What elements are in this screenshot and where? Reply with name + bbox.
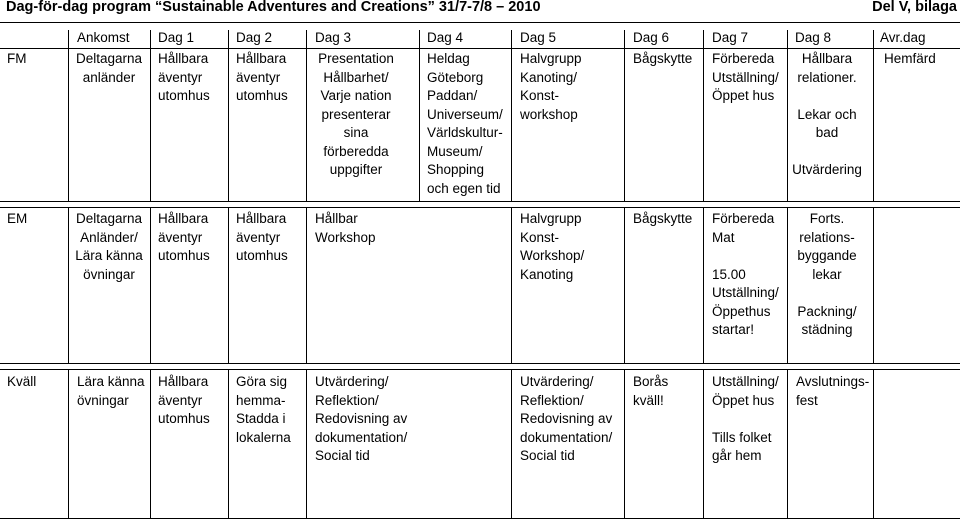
fm-avrdag: Hemfärd xyxy=(884,51,936,66)
col-divider xyxy=(703,369,704,518)
col-divider xyxy=(419,30,420,48)
col-divider xyxy=(787,30,788,48)
row-label-kvall: Kväll xyxy=(7,374,37,389)
header-dag7: Dag 7 xyxy=(712,30,749,45)
kvall-ankomst: Lära känna övningar xyxy=(77,374,145,408)
fm-dag1: Hållbara äventyr utomhus xyxy=(158,51,210,103)
appendix-label: Del V, bilaga xyxy=(872,0,957,15)
em-ankomst: Deltagarna Anländer/ Lära känna övningar xyxy=(75,211,143,282)
col-divider xyxy=(68,30,69,48)
row-label-fm: FM xyxy=(7,51,27,66)
col-divider xyxy=(624,30,625,48)
rule-kvall-top xyxy=(0,369,960,370)
col-divider xyxy=(150,207,151,363)
col-divider xyxy=(703,30,704,48)
header-dag6: Dag 6 xyxy=(633,30,670,45)
fm-dag7: Förbereda Utställning/ Öppet hus xyxy=(712,51,779,103)
header-avrdag: Avr.dag xyxy=(880,30,926,45)
col-divider xyxy=(873,30,874,48)
col-divider xyxy=(419,48,420,201)
fm-dag4: Heldag Göteborg Paddan/ Universeum/ Världskultur- Museum/ Shopping och egen tid xyxy=(427,51,503,196)
em-dag5: Halvgrupp Konst- Workshop/ Kanoting xyxy=(520,211,585,282)
col-divider xyxy=(624,48,625,201)
header-ankomst: Ankomst xyxy=(77,30,130,45)
em-dag7: Förbereda Mat 15.00 Utställning/ Öppethus startar! xyxy=(712,211,779,337)
fm-dag6: Bågskytte xyxy=(633,51,693,66)
em-dag3-4: Hållbar Workshop xyxy=(315,211,376,245)
title-bar xyxy=(0,0,960,23)
kvall-dag5: Utvärdering/ Reflektion/ Redovisning av dokumentation/ Social tid xyxy=(520,374,613,463)
kvall-dag3-4: Utvärdering/ Reflektion/ Redovisning av dokumentation/ Social tid xyxy=(315,374,408,463)
fm-dag3: Presentation Hållbarhet/ Varje nation presenterar sina förberedda uppgifter xyxy=(318,51,394,177)
kvall-dag8: Avslutnings- fest xyxy=(796,374,870,408)
em-dag1: Hållbara äventyr utomhus xyxy=(158,211,210,263)
kvall-dag6: Borås kväll! xyxy=(633,374,669,408)
col-divider xyxy=(787,369,788,518)
col-divider xyxy=(624,369,625,518)
col-divider xyxy=(228,207,229,363)
col-divider xyxy=(306,369,307,518)
col-divider xyxy=(150,30,151,48)
rule-em-top xyxy=(0,207,960,208)
row-label-em: EM xyxy=(7,211,28,226)
col-divider xyxy=(511,207,512,363)
col-divider xyxy=(873,207,874,363)
rule-fm-bottom xyxy=(0,201,960,202)
col-divider xyxy=(150,48,151,201)
kvall-dag2: Göra sig hemma- Stadda i lokalerna xyxy=(236,374,291,445)
col-divider xyxy=(68,369,69,518)
rule-em-bottom xyxy=(0,363,960,364)
col-divider xyxy=(150,369,151,518)
fm-dag5: Halvgrupp Kanoting/ Konst- workshop xyxy=(520,51,582,122)
fm-dag2: Hållbara äventyr utomhus xyxy=(236,51,288,103)
em-dag8: Forts. relations- byggande lekar Packning/ städning xyxy=(797,211,857,337)
col-divider xyxy=(228,30,229,48)
header-dag2: Dag 2 xyxy=(236,30,273,45)
rule-header xyxy=(0,48,960,49)
header-dag4: Dag 4 xyxy=(427,30,464,45)
col-divider xyxy=(511,30,512,48)
header-dag3: Dag 3 xyxy=(315,30,352,45)
col-divider xyxy=(873,369,874,518)
col-divider xyxy=(624,207,625,363)
col-divider xyxy=(306,207,307,363)
document-title: Dag-för-dag program “Sustainable Adventures and Creations” 31/7-7/8 – 2010 xyxy=(6,0,541,15)
col-divider xyxy=(511,48,512,201)
col-divider xyxy=(873,48,874,201)
header-dag5: Dag 5 xyxy=(520,30,557,45)
col-divider xyxy=(228,369,229,518)
header-dag8: Dag 8 xyxy=(795,30,832,45)
em-dag6: Bågskytte xyxy=(633,211,693,226)
col-divider xyxy=(703,48,704,201)
col-divider xyxy=(703,207,704,363)
fm-dag8: Hållbara relationer. Lekar och bad Utvärdering xyxy=(792,51,862,177)
header-dag1: Dag 1 xyxy=(158,30,195,45)
kvall-dag7: Utställning/ Öppet hus Tills folket går hem xyxy=(712,374,779,463)
em-dag2: Hållbara äventyr utomhus xyxy=(236,211,288,263)
kvall-dag1: Hållbara äventyr utomhus xyxy=(158,374,210,426)
col-divider xyxy=(511,369,512,518)
col-divider xyxy=(306,30,307,48)
fm-ankomst: Deltagarna anländer xyxy=(75,51,143,85)
col-divider xyxy=(228,48,229,201)
